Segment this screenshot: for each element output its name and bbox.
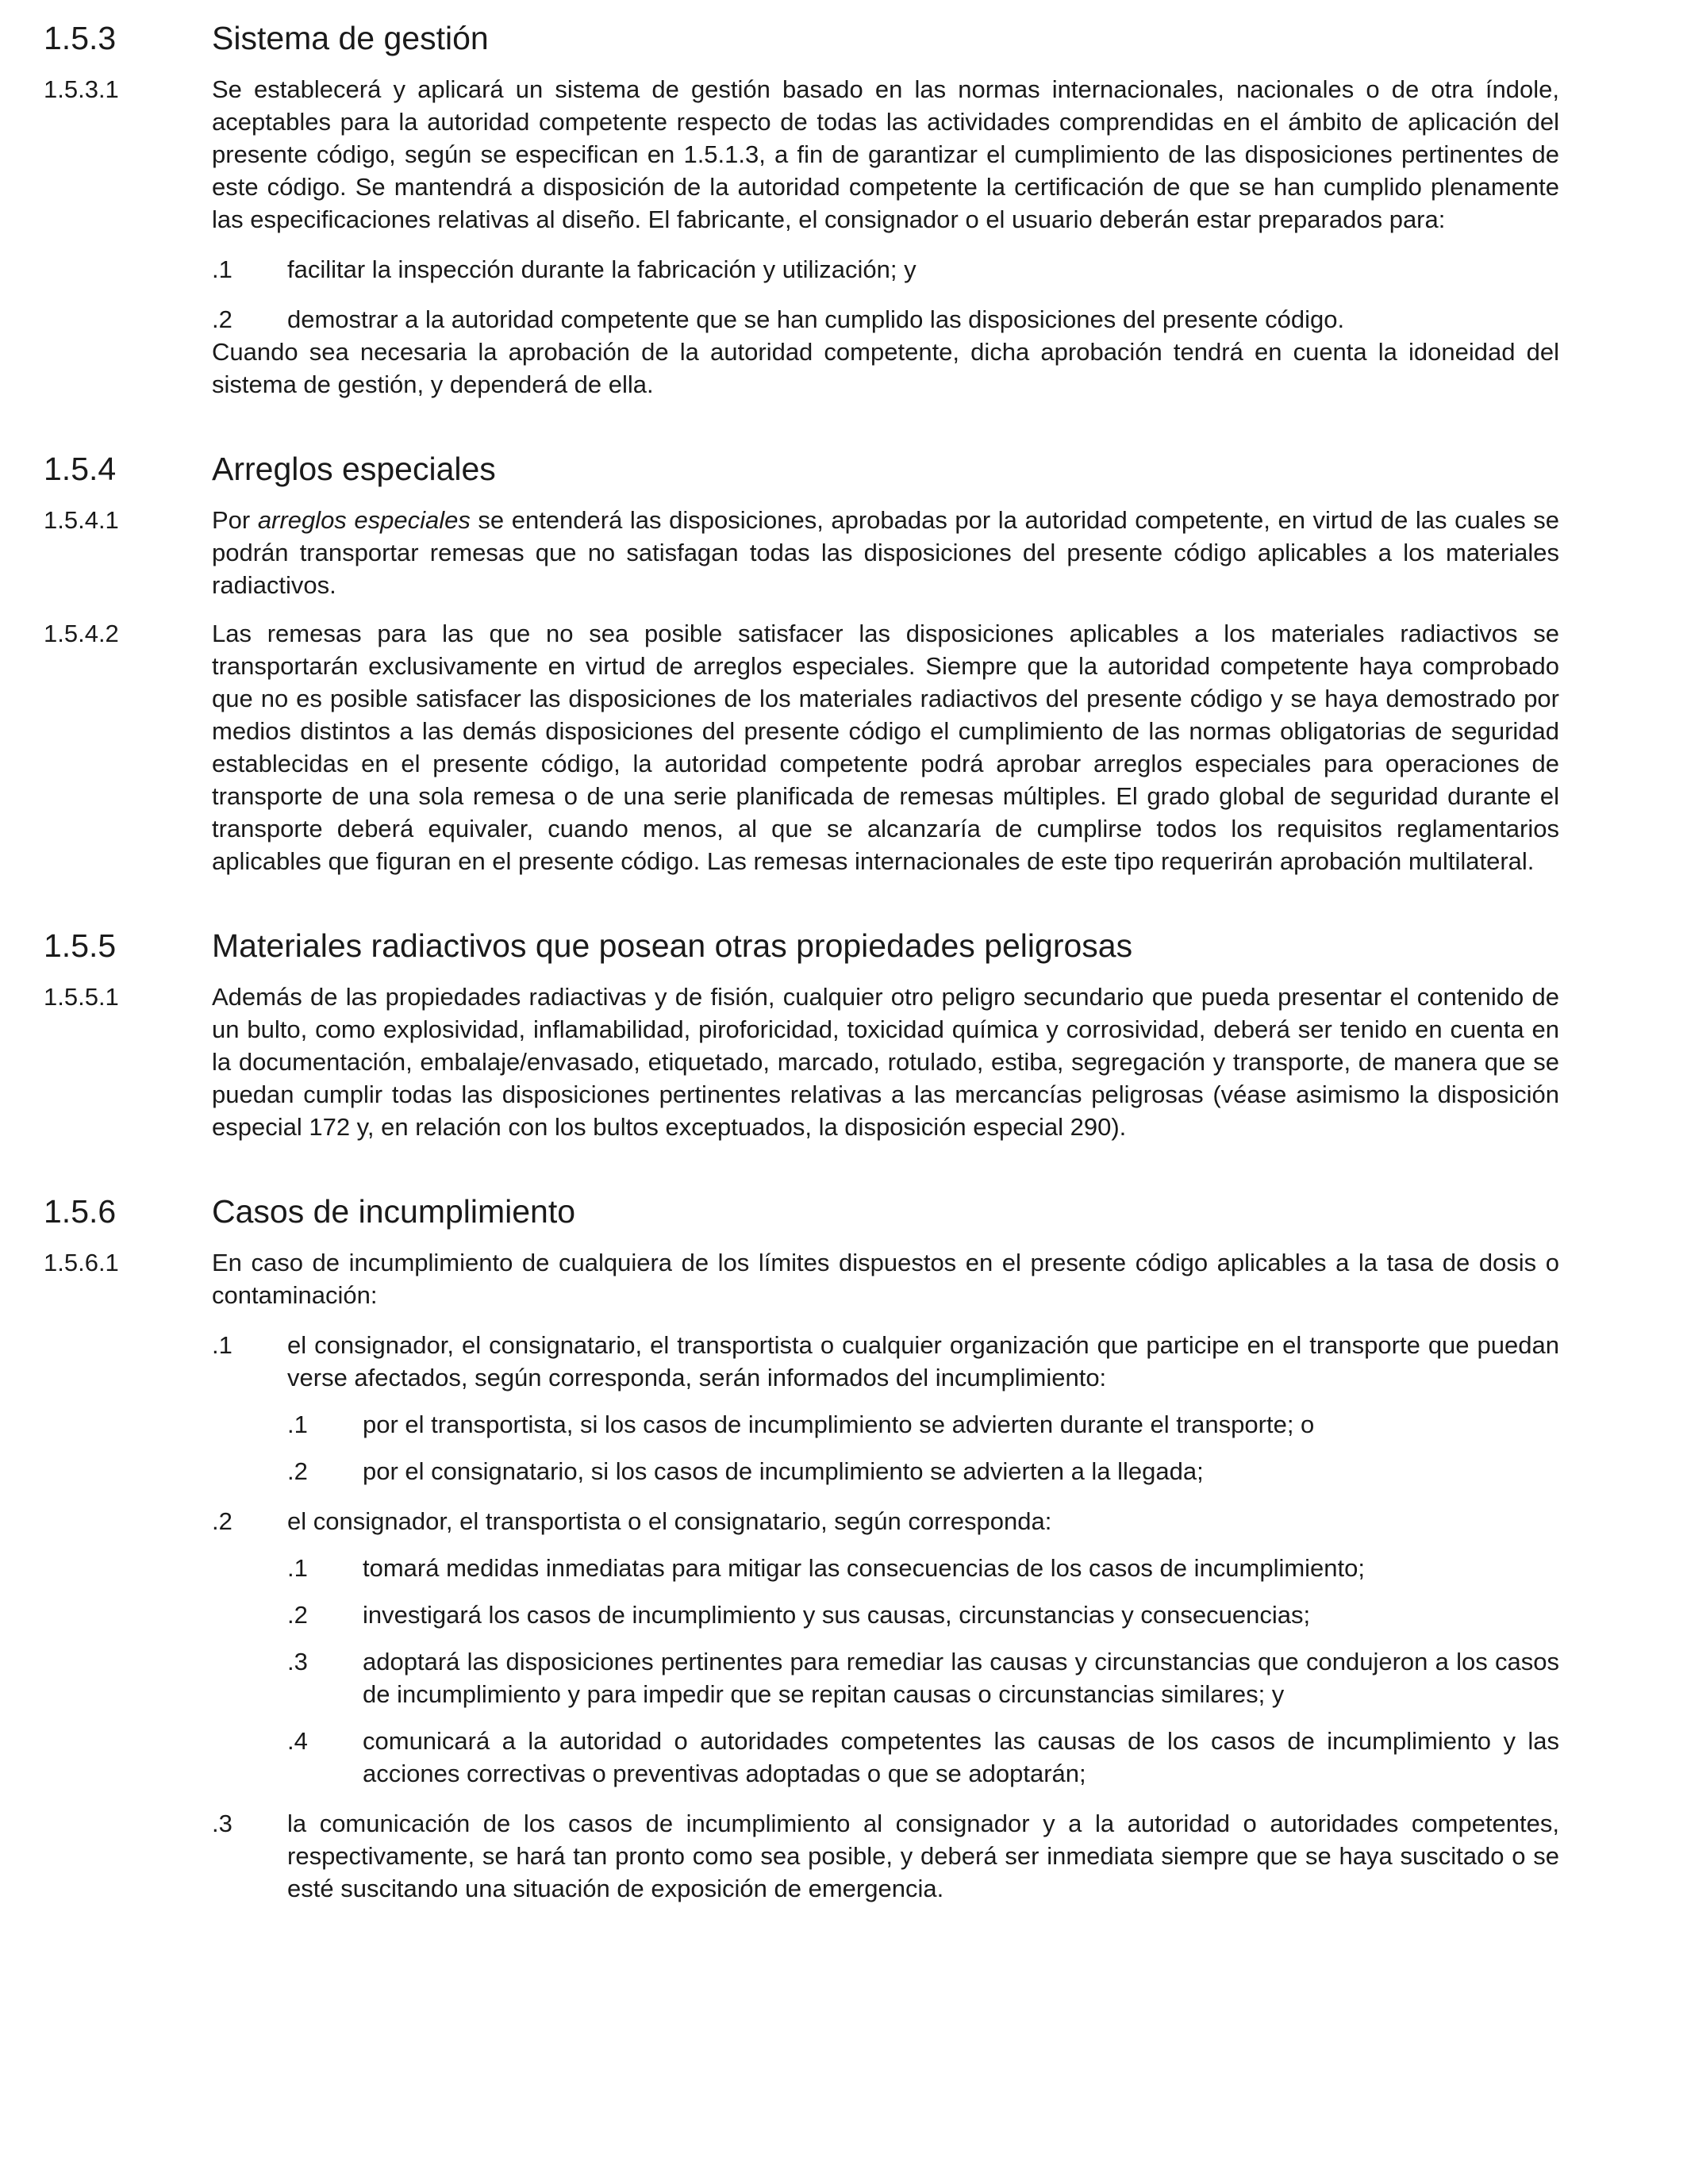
document-page: [44, 17, 1559, 1921]
paragraph-text: En caso de incumplimiento de cualquiera de los límites dispuestos en el presente código aplicables a la tasa de dosis o contaminación:: [212, 1249, 1559, 1309]
sub-list-item-text: tomará medidas inmediatas para mitigar las consecuencias de los casos de incumplimiento;: [363, 1554, 1366, 1582]
sub-list-item-number: .4: [287, 1727, 308, 1755]
paragraph-rest: se entenderá las disposiciones, aprobadas por la autoridad competente, en virtud de las cuales se podrán transportar remesas que no satisfagan todas las disposiciones del presente código aplicables a los materiales radiactivos.: [212, 506, 1560, 599]
paragraph-body: [212, 73, 1559, 401]
paragraph-number: 1.5.4.2: [44, 620, 119, 647]
paragraph: [44, 1246, 1559, 1905]
paragraph-text: [212, 504, 1559, 601]
section-title: Materiales radiactivos que posean otras propiedades peligrosas: [212, 927, 1133, 964]
sub-list-item-text: investigará los casos de incumplimiento y sus causas, circunstancias y consecuencias;: [363, 1601, 1311, 1629]
section-heading: [44, 448, 1559, 489]
sub-list-item: [287, 1645, 1559, 1710]
paragraph-number: 1.5.4.1: [44, 506, 119, 534]
paragraph-lead: Por: [212, 506, 258, 534]
paragraph-body: [212, 1246, 1559, 1905]
list-item-text: el consignador, el transportista o el consignatario, según corresponda:: [287, 1507, 1052, 1535]
paragraph: [44, 504, 1559, 601]
sub-list-item: [287, 1552, 1559, 1584]
paragraph-text: Se establecerá y aplicará un sistema de gestión basado en las normas internacionales, nacionales o de otra índole, aceptables para la autoridad competente respecto de todas las actividades comprendidas en el ámbito de aplicación del presente código, según se especifican en 1.5.1.3, a fin de garantizar el cumplimiento de las disposiciones pertinentes de este código. Se mantendrá a disposición de la autoridad competente la certificación de que se han cumplido plenamente las especificaciones relativas al diseño. El fabricante, el consignador o el usuario deberán estar preparados para:: [212, 75, 1559, 233]
sub-list-item-number: .1: [287, 1554, 308, 1582]
paragraph-body: [212, 504, 1559, 601]
section-number: 1.5.4: [44, 451, 117, 487]
list-item-text: el consignador, el consignatario, el transportista o cualquier organización que participe en el transporte que puedan verse afectados, según corresponda, serán informados del incumplimiento:: [287, 1331, 1559, 1391]
sub-list-item-text: adoptará las disposiciones pertinentes para remediar las causas y circunstancias que condujeron a los casos de incumplimiento y para impedir que se repitan causas o circunstancias similares; y: [363, 1648, 1559, 1708]
list-item: [212, 1329, 1559, 1487]
section-title: Arreglos especiales: [212, 451, 496, 487]
paragraph-number: 1.5.6.1: [44, 1249, 119, 1276]
sub-list-item: [287, 1408, 1559, 1441]
list-item-number: .2: [212, 1507, 232, 1535]
section-number: 1.5.5: [44, 927, 117, 964]
section-title: Sistema de gestión: [212, 20, 489, 56]
paragraph-body: [212, 981, 1559, 1143]
list-item-number: .2: [212, 305, 232, 333]
sub-list-item-text: por el consignatario, si los casos de incumplimiento se advierten a la llegada;: [363, 1457, 1204, 1485]
sub-list-item-number: .2: [287, 1601, 308, 1629]
paragraph: [44, 617, 1559, 877]
sub-list-item: [287, 1599, 1559, 1631]
list-item: [212, 253, 1559, 286]
list-item-text: facilitar la inspección durante la fabricación y utilización; y: [287, 255, 917, 283]
section-number: 1.5.6: [44, 1193, 117, 1230]
paragraph: [44, 981, 1559, 1143]
paragraph-text: Cuando sea necesaria la aprobación de la autoridad competente, dicha aprobación tendrá en cuenta la idoneidad del sistema de gestión, y dependerá de ella.: [212, 338, 1559, 398]
list-item-text: la comunicación de los casos de incumplimiento al consignador y a la autoridad o autoridades competentes, respectivamente, se hará tan pronto como sea posible, y deberá ser inmediata siempre que se haya suscitado o se esté suscitando una situación de exposición de emergencia.: [287, 1810, 1559, 1902]
list-item-body: [287, 1505, 1559, 1790]
sub-list-item: [287, 1455, 1559, 1487]
paragraph-text: Las remesas para las que no sea posible satisfacer las disposiciones aplicables a los materiales radiactivos se transportarán exclusivamente en virtud de arreglos especiales. Siempre que la autoridad competente haya comprobado que no es posible satisfacer las disposiciones de los materiales radiactivos del presente código y se haya demostrado por medios distintos a las demás disposiciones del presente código el cumplimiento de las normas obligatorias de seguridad establecidas en el presente código, la autoridad competente podrá aprobar arreglos especiales para operaciones de transporte de una sola remesa o de una serie planificada de remesas múltiples. El grado global de seguridad durante el transporte deberá equivaler, cuando menos, al que se alcanzaría de cumplirse todos los requisitos reglamentarios aplicables que figuran en el presente código. Las remesas internacionales de este tipo requerirán aprobación multilateral.: [212, 620, 1559, 875]
list-item: [212, 1807, 1559, 1905]
list-item-number: .1: [212, 1331, 232, 1359]
section-heading: [44, 925, 1559, 966]
paragraph-number: 1.5.5.1: [44, 983, 119, 1011]
sub-list-item: [287, 1725, 1559, 1790]
sub-list-item-text: comunicará a la autoridad o autoridades competentes las causas de los casos de incumplimiento y las acciones correctivas o preventivas adoptadas o que se adoptarán;: [363, 1727, 1559, 1787]
sub-list-item-number: .3: [287, 1648, 308, 1675]
list-item-body: [287, 1329, 1559, 1487]
defined-term: arreglos especiales: [257, 506, 471, 534]
section-number: 1.5.3: [44, 20, 117, 56]
paragraph: [44, 73, 1559, 401]
section-heading: [44, 17, 1559, 59]
list-item: [212, 1505, 1559, 1790]
section-title: Casos de incumplimiento: [212, 1193, 576, 1230]
paragraph-number: 1.5.3.1: [44, 75, 119, 103]
sub-list-item-number: .1: [287, 1411, 308, 1438]
paragraph-body: [212, 617, 1559, 877]
section-heading: [44, 1191, 1559, 1232]
list-item: [212, 303, 1559, 336]
list-item-number: .3: [212, 1810, 232, 1837]
list-item-text: demostrar a la autoridad competente que se han cumplido las disposiciones del presente código.: [287, 305, 1345, 333]
list-item-number: .1: [212, 255, 232, 283]
sub-list-item-number: .2: [287, 1457, 308, 1485]
paragraph-text: Además de las propiedades radiactivas y de fisión, cualquier otro peligro secundario que pueda presentar el contenido de un bulto, como explosividad, inflamabilidad, piroforicidad, toxicidad química y corrosividad, deberá ser tenido en cuenta en la documentación, embalaje/envasado, etiquetado, marcado, rotulado, estiba, segregación y transporte, de manera que se puedan cumplir todas las disposiciones pertinentes relativas a las mercancías peligrosas (véase asimismo la disposición especial 172 y, en relación con los bultos exceptuados, la disposición especial 290).: [212, 983, 1559, 1141]
sub-list-item-text: por el transportista, si los casos de incumplimiento se advierten durante el transporte; o: [363, 1411, 1315, 1438]
